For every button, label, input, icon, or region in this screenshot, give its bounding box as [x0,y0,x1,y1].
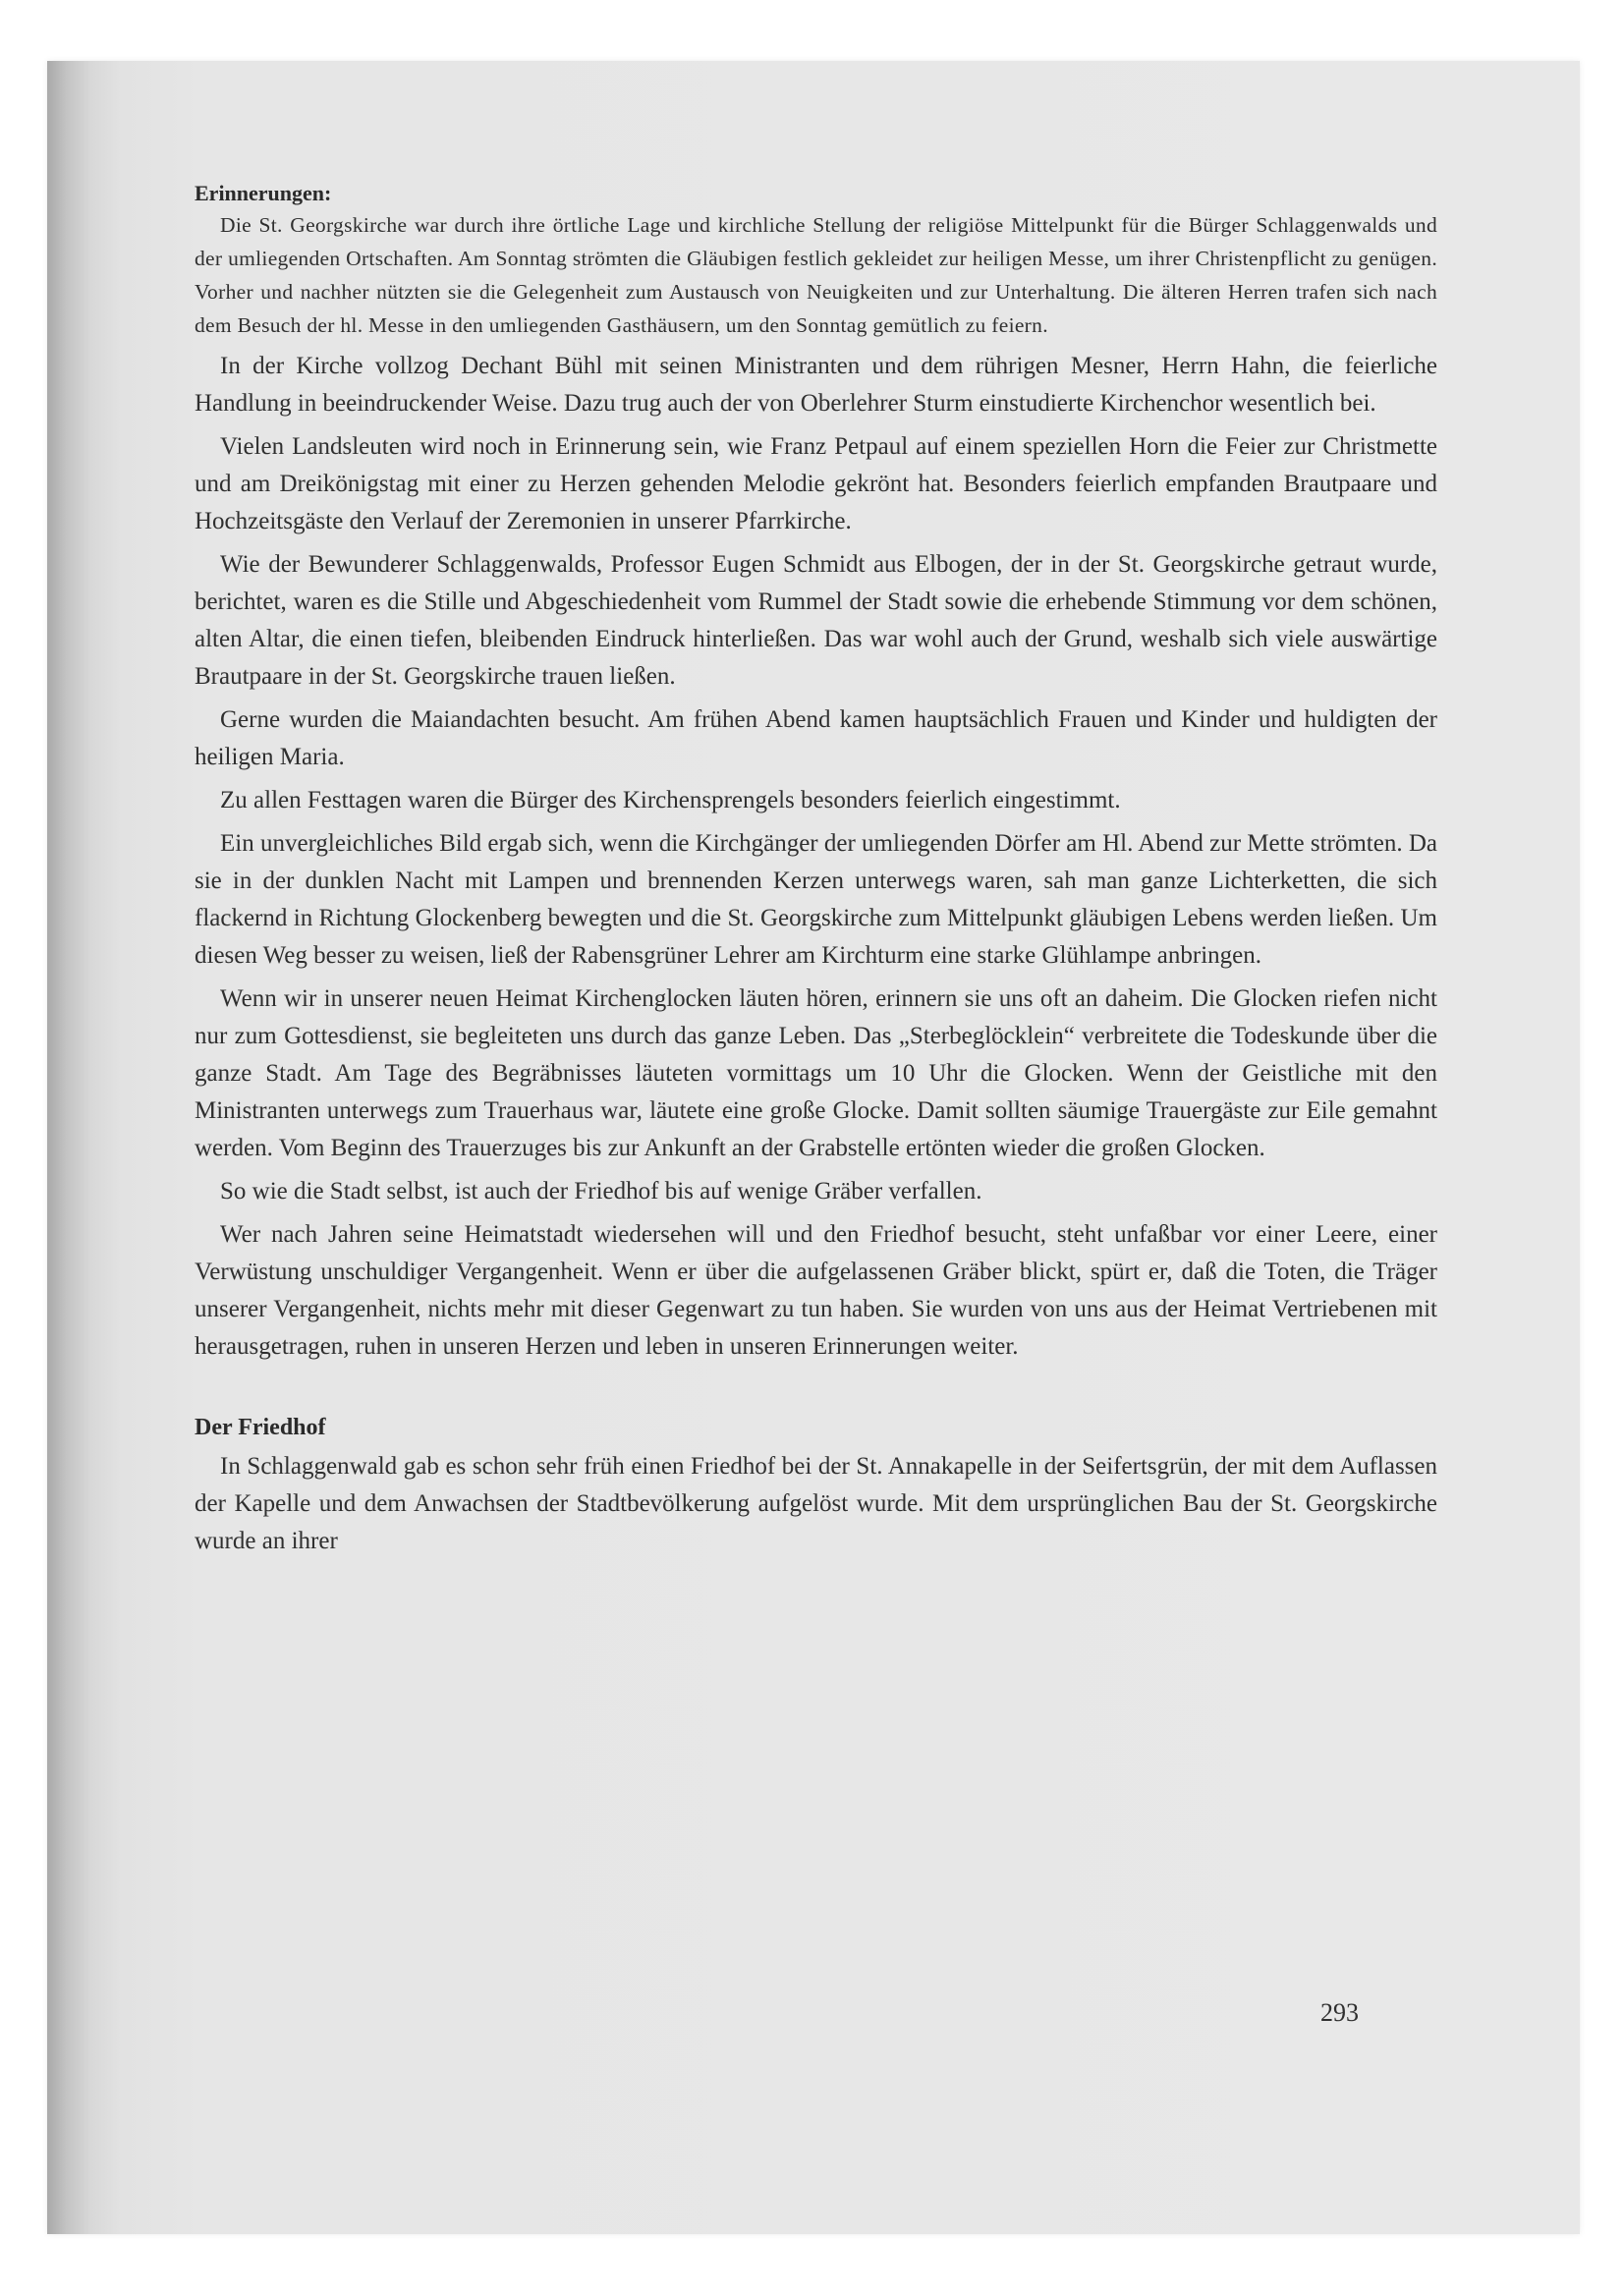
scanned-page [47,61,1580,2234]
paragraph: Wer nach Jahren seine Heimatstadt wiedersehen will und den Friedhof besucht, steht unfaßbar vor einer Leere, einer Verwüstung unschuldiger Vergangenheit. Wenn er über die aufgelassenen Gräber blickt, spürt er, daß die Toten, die Träger unserer Vergangenheit, nichts mehr mit dieser Gegenwart zu tun haben. Sie wurden von uns aus der Heimat Vertriebenen mit herausgetragen, ruhen in unseren Herzen und leben in unseren Erinnerungen weiter. [195,1221,1437,1360]
paragraph: Zu allen Festtagen waren die Bürger des Kirchensprengels besonders feierlich eingestimmt. [220,787,1121,813]
paragraph: In Schlaggenwald gab es schon sehr früh einen Friedhof bei der St. Annakapelle in der Seifertsgrün, der mit dem Auflassen der Kapelle und dem Anwachsen der Stadtbevölkerung aufgelöst wurde. Mit dem ursprünglichen Bau der St. Georgskirche wurde an ihrer [195,1453,1437,1554]
paragraph: Ein unvergleichliches Bild ergab sich, wenn die Kirchgänger der umliegenden Dörfer am Hl. Abend zur Mette strömten. Da sie in der dunklen Nacht mit Lampen und brennenden Kerzen unterwegs waren, sah man ganze Lichterketten, die sich flackernd in Richtung Glockenberg bewegten und die St. Georgskirche zum Mittelpunkt gläubigen Lebens werden ließen. Um diesen Weg besser zu weisen, ließ der Rabensgrüner Lehrer am Kirchturm eine starke Glühlampe anbringen. [195,830,1437,969]
section-heading-erinnerungen: Erinnerungen: [195,181,332,205]
paragraph: Wie der Bewunderer Schlaggenwalds, Professor Eugen Schmidt aus Elbogen, der in der St. Georgskirche getraut wurde, berichtet, waren es die Stille und Abgeschiedenheit vom Rummel der Stadt sowie die erhebende Stimmung vor dem schönen, alten Altar, die einen tiefen, bleibenden Eindruck hinterließen. Das war wohl auch der Grund, weshalb sich viele auswärtige Brautpaare in der St. Georgskirche trauen ließen. [195,551,1437,690]
paragraph: Gerne wurden die Maiandachten besucht. Am frühen Abend kamen hauptsächlich Frauen und Kinder und huldigten der heiligen Maria. [195,706,1437,770]
paragraph: Die St. Georgskirche war durch ihre örtliche Lage und kirchliche Stellung der religiöse Mittelpunkt für die Bürger Schlaggenwalds und der umliegenden Ortschaften. Am Sonntag strömten die Gläubigen festlich gekleidet zur heiligen Messe, um ihrer Christenpflicht zu genügen. Vorher und nachher nützten sie die Gelegenheit zum Austausch von Neuigkeiten und zur Unterhaltung. Die älteren Herren trafen sich nach dem Besuch der hl. Messe in den umliegenden Gasthäusern, um den Sonntag gemütlich zu feiern. [195,213,1437,337]
section-heading-friedhof: Der Friedhof [195,1415,326,1440]
text-body [195,179,1437,1560]
paragraph: In der Kirche vollzog Dechant Bühl mit seinen Ministranten und dem rührigen Mesner, Herrn Hahn, die feierliche Handlung in beeindruckender Weise. Dazu trug auch der von Oberlehrer Sturm einstudierte Kirchenchor wesentlich bei. [195,353,1437,417]
paragraph: Wenn wir in unserer neuen Heimat Kirchenglocken läuten hören, erinnern sie uns oft an daheim. Die Glocken riefen nicht nur zum Gottesdienst, sie begleiteten uns durch das ganze Leben. Das „Sterbeglöcklein“ verbreitete die Todeskunde über die ganze Stadt. Am Tage des Begräbnisses läuteten vormittags um 10 Uhr die Glocken. Wenn der Geistliche mit den Ministranten unterwegs zum Trauerhaus war, läutete eine große Glocke. Damit sollten säumige Trauergäste zur Eile gemahnt werden. Vom Beginn des Trauerzuges bis zur Ankunft an der Grabstelle ertönten wieder die großen Glocken. [195,985,1437,1161]
paragraph: So wie die Stadt selbst, ist auch der Friedhof bis auf wenige Gräber verfallen. [220,1178,982,1204]
page-number: 293 [1320,1998,1359,2027]
paragraph: Vielen Landsleuten wird noch in Erinnerung sein, wie Franz Petpaul auf einem speziellen Horn die Feier zur Christmette und am Dreikönigstag mit einer zu Herzen gehenden Melodie gekrönt hat. Besonders feierlich empfanden Brautpaare und Hochzeitsgäste den Verlauf der Zeremonien in unserer Pfarrkirche. [195,433,1437,534]
